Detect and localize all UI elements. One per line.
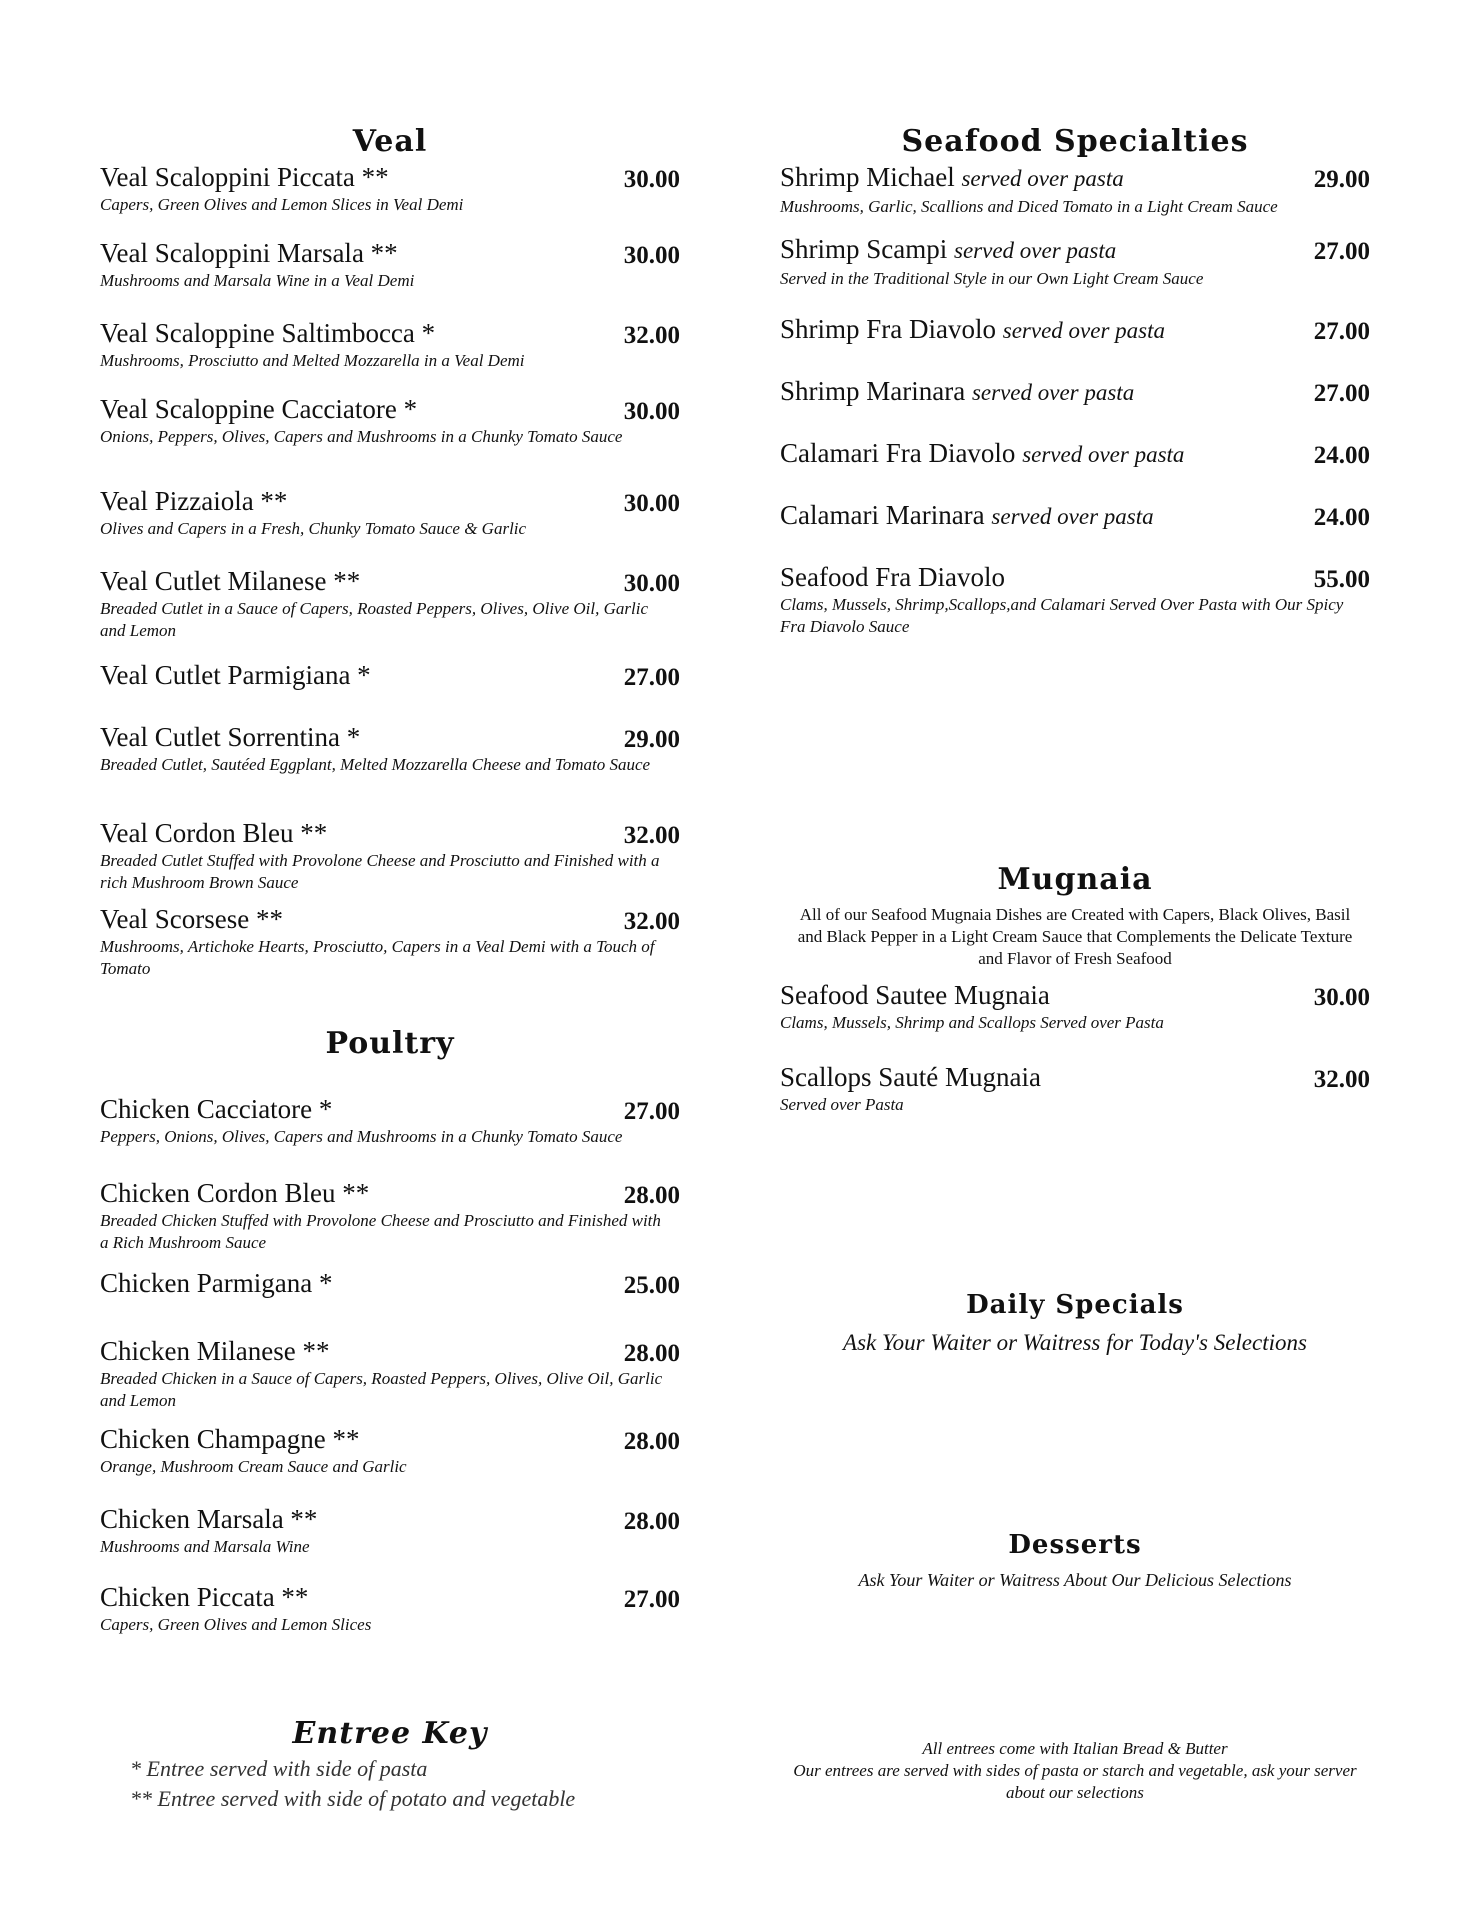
menu-item-name [100,1178,680,1208]
menu-item-description: Breaded Chicken in a Sauce of Capers, Roasted Peppers, Olives, Olive Oil, Garlic and Lemon [100,1369,663,1410]
entree-key-line-2: ** Entree served with side of potato and vegetable [130,1786,576,1811]
menu-item [100,1178,680,1254]
menu-item-description: Breaded Cutlet in a Sauce of Capers, Roasted Peppers, Olives, Olive Oil, Garlic and Lemon [100,599,648,640]
menu-item-price: 27.00 [1313,380,1370,407]
menu-item-name-text: Seafood Sautee Mugnaia [780,980,1050,1010]
menu-item [100,1504,680,1558]
menu-item-price: 27.00 [623,1586,680,1613]
menu-item [100,162,680,216]
menu-item-name-text: Calamari Marinara [780,500,985,530]
menu-item-name [780,234,1370,266]
menu-item [780,376,1370,408]
menu-item [100,1336,680,1412]
menu-item-name [780,376,1370,408]
menu-item-price: 25.00 [623,1272,680,1299]
menu-item-name-text: Shrimp Marinara [780,376,966,406]
menu-item-price: 27.00 [623,664,680,691]
menu-item [780,980,1370,1034]
menu-item-price: 55.00 [1313,566,1370,593]
desserts-heading: Desserts [1008,1530,1142,1560]
veal-heading: Veal [352,124,428,159]
footer-line-1: All entrees come with Italian Bread & Butter [922,1739,1228,1758]
menu-item-description: Orange, Mushroom Cream Sauce and Garlic [100,1457,407,1476]
menu-item [780,562,1370,638]
menu-item-price: 32.00 [1313,1066,1370,1093]
menu-item [100,1582,680,1636]
menu-item-price: 30.00 [623,398,680,425]
menu-item-price: 29.00 [623,726,680,753]
menu-item-price: 29.00 [1313,166,1370,193]
menu-item [100,904,680,980]
menu-item-note: served over pasta [961,166,1124,191]
menu-item [100,660,680,690]
daily-specials-heading: Daily Specials [966,1290,1184,1320]
menu-item-name-text: Chicken Champagne ** [100,1424,360,1454]
menu-item-name-text: Veal Scaloppine Saltimbocca * [100,318,436,348]
menu-item-name-text: Calamari Fra Diavolo [780,438,1016,468]
menu-item-name-text: Chicken Milanese ** [100,1336,330,1366]
mugnaia-heading: Mugnaia [997,862,1153,897]
menu-item-name [100,566,680,596]
menu-item-description: Mushrooms, Artichoke Hearts, Prosciutto, Capers in a Veal Demi with a Touch of Tomato [100,937,655,978]
daily-specials-text: Ask Your Waiter or Waitress for Today's Selections [843,1330,1307,1355]
footer-line-2: Our entrees are served with sides of pasta or starch and vegetable, ask your server about our selections [793,1761,1357,1802]
menu-item [100,818,680,894]
menu-item-price: 28.00 [623,1508,680,1535]
menu-item-name-text: Shrimp Scampi [780,234,948,264]
menu-item-name [780,162,1370,194]
menu-item-name-text: Veal Cutlet Milanese ** [100,566,361,596]
menu-item-name-text: Veal Cutlet Parmigiana * [100,660,371,690]
menu-item [100,486,680,540]
entree-key-line-1: * Entree served with side of pasta [130,1756,428,1781]
menu-item [100,1094,680,1148]
menu-item-name [100,162,680,192]
menu-item-name [100,660,680,690]
menu-item-description: Olives and Capers in a Fresh, Chunky Tomato Sauce & Garlic [100,519,527,538]
menu-item-name [780,500,1370,532]
menu-item-name [100,394,680,424]
menu-item-name-text: Veal Pizzaiola ** [100,486,288,516]
menu-item-price: 24.00 [1313,504,1370,531]
menu-item-price: 32.00 [623,908,680,935]
menu-item [100,722,680,776]
menu-item-name-text: Veal Cordon Bleu ** [100,818,328,848]
menu-item-description: Mushrooms, Garlic, Scallions and Diced Tomato in a Light Cream Sauce [780,197,1278,216]
poultry-heading: Poultry [325,1026,455,1061]
menu-item [780,234,1370,290]
menu-item-name-text: Chicken Marsala ** [100,1504,318,1534]
menu-item-name [100,1582,680,1612]
menu-item-price: 30.00 [623,242,680,269]
menu-item-name-text: Chicken Cordon Bleu ** [100,1178,370,1208]
menu-item-description: Capers, Green Olives and Lemon Slices [100,1615,372,1634]
menu-item-name [100,1268,680,1298]
menu-item-description: Capers, Green Olives and Lemon Slices in Veal Demi [100,195,464,214]
menu-item-description: Peppers, Onions, Olives, Capers and Mushrooms in a Chunky Tomato Sauce [100,1127,623,1146]
menu-item-name [780,562,1370,592]
menu-item-name [780,314,1370,346]
menu-item-name [100,722,680,752]
menu-item-description: Onions, Peppers, Olives, Capers and Mushrooms in a Chunky Tomato Sauce [100,427,623,446]
menu-item-price: 32.00 [623,822,680,849]
menu-item-name [100,1094,680,1124]
menu-item-note: served over pasta [954,238,1117,263]
menu-item-description: Mushrooms and Marsala Wine [100,1537,310,1556]
menu-item-description: Mushrooms and Marsala Wine in a Veal Demi [100,271,415,290]
menu-item-price: 30.00 [623,570,680,597]
menu-item [780,500,1370,532]
menu-item-price: 30.00 [623,490,680,517]
menu-item-name [100,238,680,268]
menu-item [780,1062,1370,1116]
menu-item-description: Breaded Cutlet Stuffed with Provolone Cheese and Prosciutto and Finished with a rich Mushroom Brown Sauce [100,851,660,892]
menu-item-price: 30.00 [1313,984,1370,1011]
menu-item-price: 28.00 [623,1428,680,1455]
menu-item-note: served over pasta [1002,318,1165,343]
menu-item-price: 28.00 [623,1182,680,1209]
menu-item-name-text: Veal Scaloppine Cacciatore * [100,394,418,424]
menu-item-name-text: Chicken Parmigana * [100,1268,333,1298]
menu-item-name-text: Veal Scaloppini Marsala ** [100,238,398,268]
menu-item-name-text: Veal Scaloppini Piccata ** [100,162,389,192]
menu-item-name [100,1336,680,1366]
menu-item-name-text: Shrimp Fra Diavolo [780,314,996,344]
menu-item [100,1424,680,1478]
entree-key-heading: Entree Key [292,1716,488,1751]
menu-item-description: Served in the Traditional Style in our Own Light Cream Sauce [780,269,1204,288]
menu-item [780,314,1370,346]
menu-item-name-text: Seafood Fra Diavolo [780,562,1005,592]
menu-item-note: served over pasta [1022,442,1185,467]
menu-item-name-text: Veal Scorsese ** [100,904,283,934]
menu-item-price: 27.00 [1313,318,1370,345]
menu-item-description: Clams, Mussels, Shrimp,Scallops,and Calamari Served Over Pasta with Our Spicy Fra Diavolo Sauce [780,595,1344,636]
menu-item-description: Served over Pasta [780,1095,904,1114]
menu-item [100,238,680,292]
menu-item-name-text: Chicken Cacciatore * [100,1094,333,1124]
menu-item-description: Clams, Mussels, Shrimp and Scallops Served over Pasta [780,1013,1164,1032]
mugnaia-intro: All of our Seafood Mugnaia Dishes are Created with Capers, Black Olives, Basil and Black Pepper in a Light Cream Sauce that Complements the Delicate Texture and Flavor of Fresh Seafood [797,905,1353,968]
menu-item [780,438,1370,470]
desserts-text: Ask Your Waiter or Waitress About Our Delicious Selections [858,1570,1292,1590]
seafood-heading: Seafood Specialties [901,124,1249,159]
menu-item-note: served over pasta [971,380,1135,405]
menu-item-price: 30.00 [623,166,680,193]
menu-item-note: served over pasta [991,504,1154,529]
menu-item-name [780,1062,1370,1092]
menu-item-price: 28.00 [623,1340,680,1367]
menu-item-name-text: Scallops Sauté Mugnaia [780,1062,1041,1092]
menu-item [100,566,680,642]
menu-item-name [780,980,1370,1010]
menu-item-name-text: Chicken Piccata ** [100,1582,309,1612]
menu-item [100,318,680,372]
menu-item [100,394,680,448]
menu-item-description: Breaded Chicken Stuffed with Provolone Cheese and Prosciutto and Finished with a Rich Mushroom Sauce [100,1211,661,1252]
menu-item-name [780,438,1370,470]
menu-item-name-text: Veal Cutlet Sorrentina * [100,722,361,752]
menu-item-description: Breaded Cutlet, Sautéed Eggplant, Melted Mozzarella Cheese and Tomato Sauce [100,755,651,774]
menu-item [780,162,1370,218]
menu-item-price: 24.00 [1313,442,1370,469]
menu-item-name [100,318,680,348]
menu-item-price: 27.00 [1313,238,1370,265]
menu-item-name [100,818,680,848]
menu-item-description: Mushrooms, Prosciutto and Melted Mozzarella in a Veal Demi [100,351,525,370]
menu-item-name [100,1424,680,1454]
menu-item-name [100,904,680,934]
menu-item-price: 32.00 [623,322,680,349]
menu-item-name [100,1504,680,1534]
menu-item-price: 27.00 [623,1098,680,1125]
menu-item [100,1268,680,1298]
menu-item-name-text: Shrimp Michael [780,162,955,192]
menu-item-name [100,486,680,516]
